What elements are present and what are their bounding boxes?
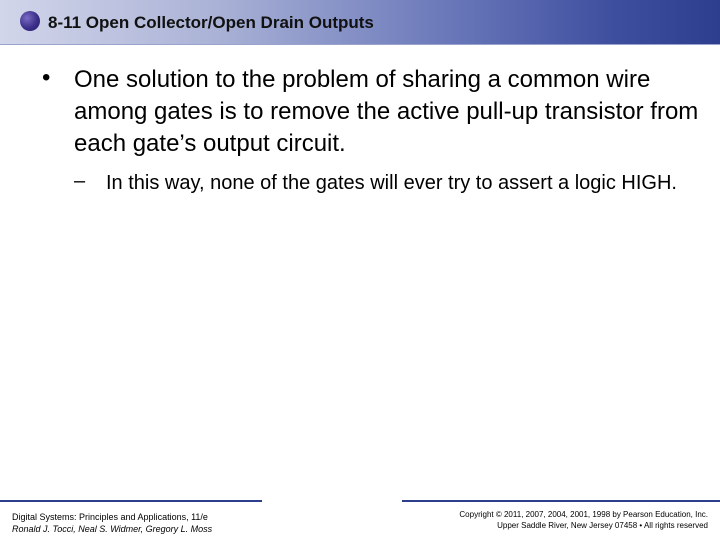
sub-bullet-text: In this way, none of the gates will ever try to assert a logic HIGH. bbox=[106, 172, 677, 194]
footer-copyright-line: Copyright © 2011, 2007, 2004, 2001, 1998 by Pearson Education, Inc. bbox=[459, 510, 708, 519]
footer-divider-left bbox=[0, 500, 262, 502]
title-bullet-icon bbox=[20, 11, 40, 31]
footer-book-info bbox=[12, 511, 212, 535]
footer-book-title: Digital Systems: Principles and Applications, 11/e bbox=[12, 512, 208, 522]
footer-authors: Ronald J. Tocci, Neal S. Widmer, Gregory L. Moss bbox=[12, 524, 213, 534]
footer-divider-right bbox=[402, 500, 720, 502]
footer-copyright bbox=[459, 509, 708, 531]
sub-bullet-marker: – bbox=[74, 170, 86, 192]
bullet-text: One solution to the problem of sharing a common wire among gates is to remove the active pull-up transistor from each gate’s output circuit. bbox=[74, 66, 699, 157]
title-bar bbox=[0, 0, 720, 45]
bullet-marker: • bbox=[42, 64, 51, 91]
slide-title: 8-11 Open Collector/Open Drain Outputs bbox=[48, 13, 374, 32]
footer-publisher-line: Upper Saddle River, New Jersey 07458 • All rights reserved bbox=[497, 521, 708, 530]
